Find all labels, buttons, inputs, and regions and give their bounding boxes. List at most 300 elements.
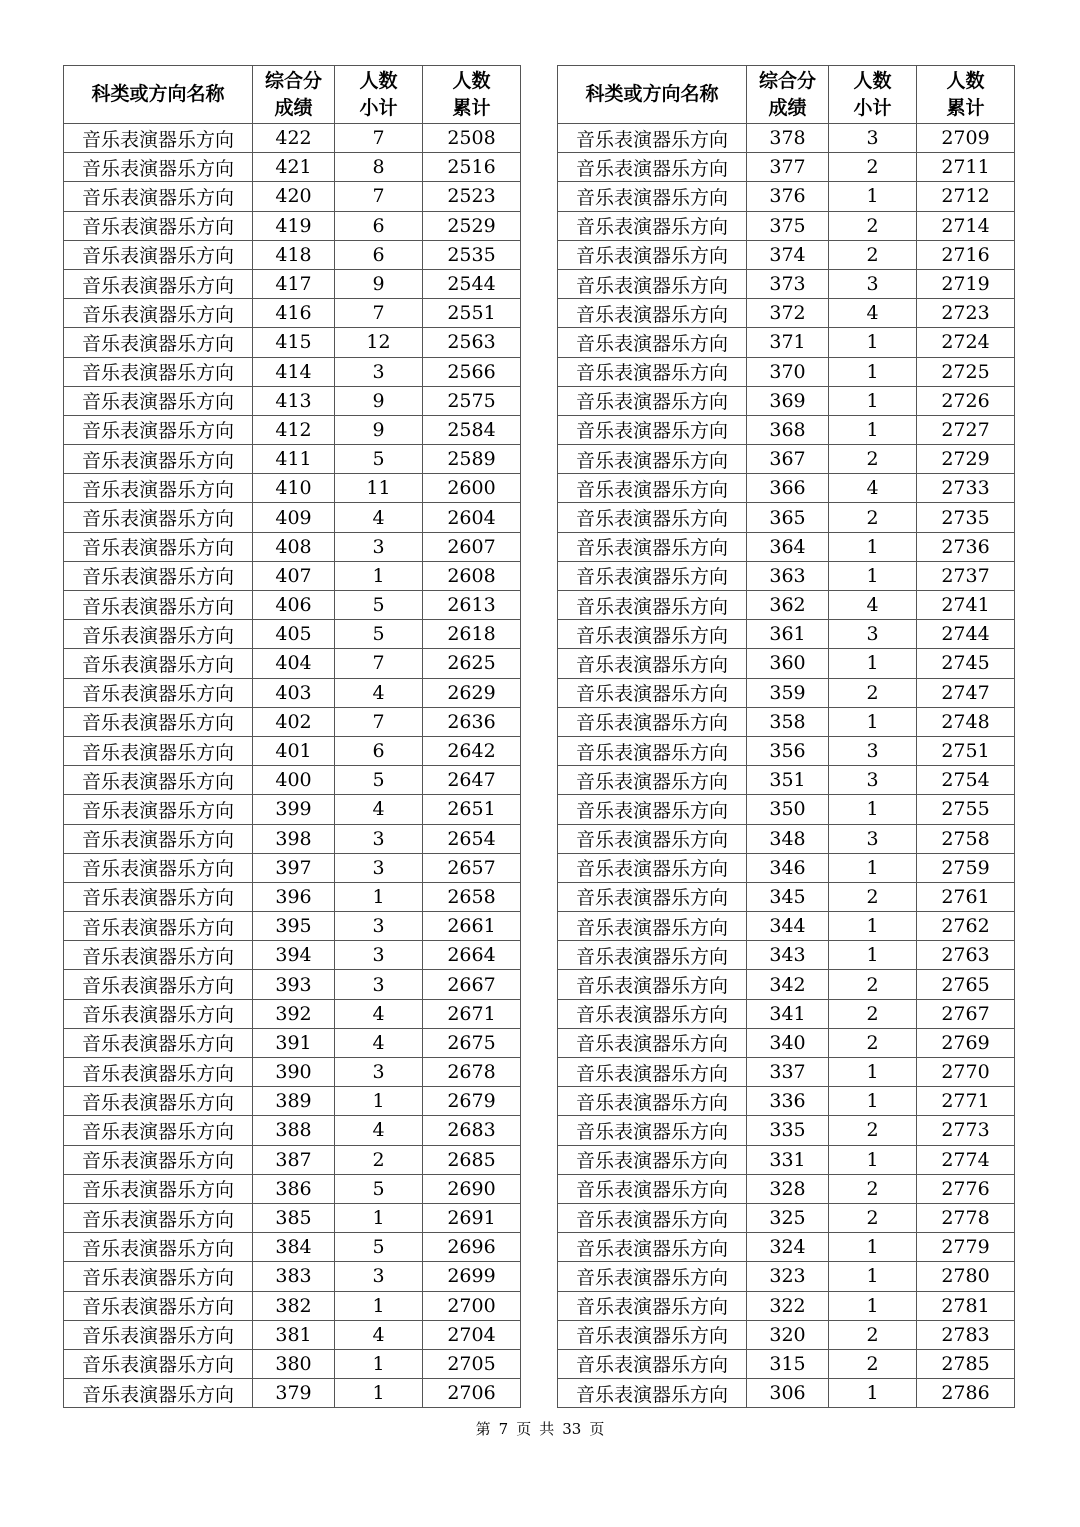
table-row xyxy=(558,1320,1015,1349)
cell-cumulative: 2729 xyxy=(917,445,1015,474)
cell-count: 1 xyxy=(829,1058,917,1087)
cell-count: 3 xyxy=(829,824,917,853)
table-row xyxy=(558,707,1015,736)
cell-category: 音乐表演器乐方向 xyxy=(64,269,253,298)
cell-category: 音乐表演器乐方向 xyxy=(558,678,747,707)
cell-score: 345 xyxy=(747,882,829,911)
cell-cumulative: 2690 xyxy=(423,1174,521,1203)
cell-category: 音乐表演器乐方向 xyxy=(558,1349,747,1378)
table-row xyxy=(64,678,521,707)
cell-count: 2 xyxy=(829,1028,917,1057)
table-row xyxy=(64,1087,521,1116)
table-row xyxy=(558,678,1015,707)
footer-page-number: 7 xyxy=(498,1420,509,1438)
table-row xyxy=(64,503,521,532)
cell-count: 8 xyxy=(335,153,423,182)
cell-cumulative: 2741 xyxy=(917,591,1015,620)
cell-count: 1 xyxy=(829,912,917,941)
cell-count: 3 xyxy=(335,912,423,941)
cell-count: 4 xyxy=(335,1116,423,1145)
cell-score: 359 xyxy=(747,678,829,707)
cell-category: 音乐表演器乐方向 xyxy=(558,269,747,298)
cell-category: 音乐表演器乐方向 xyxy=(64,1145,253,1174)
cell-category: 音乐表演器乐方向 xyxy=(558,153,747,182)
cell-score: 346 xyxy=(747,853,829,882)
cell-cumulative: 2759 xyxy=(917,853,1015,882)
cell-count: 1 xyxy=(829,357,917,386)
cell-cumulative: 2704 xyxy=(423,1320,521,1349)
cell-count: 6 xyxy=(335,240,423,269)
table-row xyxy=(64,1291,521,1320)
header-category: 科类或方向名称 xyxy=(558,66,747,124)
cell-count: 7 xyxy=(335,182,423,211)
cell-count: 9 xyxy=(335,269,423,298)
cell-category: 音乐表演器乐方向 xyxy=(64,415,253,444)
cell-count: 2 xyxy=(829,211,917,240)
cell-cumulative: 2727 xyxy=(917,415,1015,444)
cell-cumulative: 2761 xyxy=(917,882,1015,911)
table-row xyxy=(558,591,1015,620)
table-row xyxy=(64,1058,521,1087)
cell-cumulative: 2745 xyxy=(917,649,1015,678)
table-row xyxy=(558,124,1015,153)
cell-cumulative: 2651 xyxy=(423,795,521,824)
cell-category: 音乐表演器乐方向 xyxy=(558,124,747,153)
cell-count: 6 xyxy=(335,211,423,240)
cell-category: 音乐表演器乐方向 xyxy=(64,941,253,970)
cell-score: 394 xyxy=(253,941,335,970)
table-row xyxy=(558,1203,1015,1232)
table-row xyxy=(64,1174,521,1203)
table-row xyxy=(64,532,521,561)
cell-cumulative: 2613 xyxy=(423,591,521,620)
cell-cumulative: 2723 xyxy=(917,299,1015,328)
cell-score: 391 xyxy=(253,1028,335,1057)
cell-cumulative: 2711 xyxy=(917,153,1015,182)
cell-cumulative: 2667 xyxy=(423,970,521,999)
cell-count: 12 xyxy=(335,328,423,357)
table-row xyxy=(558,474,1015,503)
cell-count: 1 xyxy=(829,1233,917,1262)
cell-cumulative: 2725 xyxy=(917,357,1015,386)
cell-count: 3 xyxy=(829,620,917,649)
cell-cumulative: 2584 xyxy=(423,415,521,444)
cell-cumulative: 2781 xyxy=(917,1291,1015,1320)
cell-cumulative: 2629 xyxy=(423,678,521,707)
table-row xyxy=(64,1379,521,1408)
table-row xyxy=(64,386,521,415)
cell-category: 音乐表演器乐方向 xyxy=(64,240,253,269)
cell-category: 音乐表演器乐方向 xyxy=(558,211,747,240)
cell-count: 5 xyxy=(335,445,423,474)
cell-count: 2 xyxy=(829,1349,917,1378)
table-row xyxy=(558,649,1015,678)
cell-count: 2 xyxy=(829,1174,917,1203)
cell-score: 363 xyxy=(747,561,829,590)
cell-category: 音乐表演器乐方向 xyxy=(558,795,747,824)
page-footer xyxy=(0,1418,1080,1439)
table-row xyxy=(64,912,521,941)
cell-score: 419 xyxy=(253,211,335,240)
cell-score: 398 xyxy=(253,824,335,853)
cell-category: 音乐表演器乐方向 xyxy=(64,1233,253,1262)
cell-count: 3 xyxy=(335,1058,423,1087)
table-header-row xyxy=(64,66,521,124)
cell-count: 3 xyxy=(335,853,423,882)
cell-count: 2 xyxy=(829,1203,917,1232)
cell-category: 音乐表演器乐方向 xyxy=(64,1028,253,1057)
cell-category: 音乐表演器乐方向 xyxy=(558,561,747,590)
cell-count: 1 xyxy=(829,561,917,590)
table-row xyxy=(64,1233,521,1262)
cell-score: 400 xyxy=(253,766,335,795)
cell-category: 音乐表演器乐方向 xyxy=(64,503,253,532)
cell-category: 音乐表演器乐方向 xyxy=(558,1320,747,1349)
cell-score: 392 xyxy=(253,999,335,1028)
cell-score: 406 xyxy=(253,591,335,620)
cell-category: 音乐表演器乐方向 xyxy=(558,1116,747,1145)
cell-count: 7 xyxy=(335,299,423,328)
table-body-right xyxy=(558,124,1015,1408)
cell-category: 音乐表演器乐方向 xyxy=(64,211,253,240)
table-row xyxy=(558,1291,1015,1320)
table-row xyxy=(64,824,521,853)
cell-cumulative: 2705 xyxy=(423,1349,521,1378)
cell-cumulative: 2696 xyxy=(423,1233,521,1262)
cell-category: 音乐表演器乐方向 xyxy=(64,1116,253,1145)
table-row xyxy=(558,1349,1015,1378)
footer-page-prefix: 第 xyxy=(475,1420,491,1438)
cell-category: 音乐表演器乐方向 xyxy=(64,736,253,765)
cell-cumulative: 2709 xyxy=(917,124,1015,153)
cell-cumulative: 2758 xyxy=(917,824,1015,853)
cell-cumulative: 2551 xyxy=(423,299,521,328)
cell-score: 390 xyxy=(253,1058,335,1087)
table-row xyxy=(558,1116,1015,1145)
cell-score: 356 xyxy=(747,736,829,765)
cell-cumulative: 2604 xyxy=(423,503,521,532)
cell-cumulative: 2658 xyxy=(423,882,521,911)
cell-count: 2 xyxy=(829,445,917,474)
cell-score: 410 xyxy=(253,474,335,503)
cell-category: 音乐表演器乐方向 xyxy=(558,445,747,474)
table-row xyxy=(558,941,1015,970)
cell-cumulative: 2774 xyxy=(917,1145,1015,1174)
cell-score: 414 xyxy=(253,357,335,386)
cell-count: 4 xyxy=(829,299,917,328)
cell-score: 377 xyxy=(747,153,829,182)
cell-score: 383 xyxy=(253,1262,335,1291)
cell-count: 7 xyxy=(335,649,423,678)
table-row xyxy=(558,211,1015,240)
cell-cumulative: 2671 xyxy=(423,999,521,1028)
footer-total-pages: 33 xyxy=(562,1420,582,1438)
table-row xyxy=(558,1174,1015,1203)
cell-cumulative: 2733 xyxy=(917,474,1015,503)
cell-count: 1 xyxy=(335,561,423,590)
cell-category: 音乐表演器乐方向 xyxy=(558,999,747,1028)
cell-cumulative: 2516 xyxy=(423,153,521,182)
cell-score: 404 xyxy=(253,649,335,678)
cell-count: 9 xyxy=(335,415,423,444)
table-row xyxy=(558,357,1015,386)
cell-score: 401 xyxy=(253,736,335,765)
cell-score: 361 xyxy=(747,620,829,649)
cell-count: 3 xyxy=(335,970,423,999)
cell-count: 1 xyxy=(335,1379,423,1408)
cell-category: 音乐表演器乐方向 xyxy=(64,620,253,649)
cell-category: 音乐表演器乐方向 xyxy=(64,999,253,1028)
table-row xyxy=(64,882,521,911)
cell-cumulative: 2654 xyxy=(423,824,521,853)
table-row xyxy=(64,1349,521,1378)
cell-score: 403 xyxy=(253,678,335,707)
cell-score: 370 xyxy=(747,357,829,386)
cell-score: 364 xyxy=(747,532,829,561)
cell-category: 音乐表演器乐方向 xyxy=(558,1174,747,1203)
cell-category: 音乐表演器乐方向 xyxy=(64,1291,253,1320)
cell-cumulative: 2589 xyxy=(423,445,521,474)
table-row xyxy=(558,620,1015,649)
cell-score: 407 xyxy=(253,561,335,590)
table-row xyxy=(558,503,1015,532)
table-row xyxy=(558,532,1015,561)
cell-score: 331 xyxy=(747,1145,829,1174)
table-row xyxy=(64,620,521,649)
cell-score: 360 xyxy=(747,649,829,678)
table-row xyxy=(558,269,1015,298)
cell-cumulative: 2767 xyxy=(917,999,1015,1028)
cell-cumulative: 2747 xyxy=(917,678,1015,707)
cell-count: 1 xyxy=(829,649,917,678)
cell-cumulative: 2535 xyxy=(423,240,521,269)
cell-cumulative: 2714 xyxy=(917,211,1015,240)
cell-cumulative: 2762 xyxy=(917,912,1015,941)
cell-category: 音乐表演器乐方向 xyxy=(558,970,747,999)
cell-score: 358 xyxy=(747,707,829,736)
cell-cumulative: 2763 xyxy=(917,941,1015,970)
cell-category: 音乐表演器乐方向 xyxy=(64,445,253,474)
cell-score: 378 xyxy=(747,124,829,153)
cell-score: 384 xyxy=(253,1233,335,1262)
cell-category: 音乐表演器乐方向 xyxy=(558,386,747,415)
cell-count: 1 xyxy=(335,1087,423,1116)
cell-cumulative: 2691 xyxy=(423,1203,521,1232)
table-row xyxy=(64,999,521,1028)
cell-score: 374 xyxy=(747,240,829,269)
cell-count: 3 xyxy=(335,824,423,853)
cell-score: 369 xyxy=(747,386,829,415)
cell-score: 371 xyxy=(747,328,829,357)
cell-count: 4 xyxy=(335,795,423,824)
cell-score: 375 xyxy=(747,211,829,240)
table-row xyxy=(64,853,521,882)
cell-count: 1 xyxy=(335,882,423,911)
cell-category: 音乐表演器乐方向 xyxy=(558,1291,747,1320)
table-row xyxy=(64,182,521,211)
cell-count: 1 xyxy=(829,1145,917,1174)
cell-category: 音乐表演器乐方向 xyxy=(64,795,253,824)
cell-category: 音乐表演器乐方向 xyxy=(64,357,253,386)
score-table-left xyxy=(63,65,521,1408)
cell-score: 402 xyxy=(253,707,335,736)
cell-score: 412 xyxy=(253,415,335,444)
cell-cumulative: 2625 xyxy=(423,649,521,678)
cell-category: 音乐表演器乐方向 xyxy=(64,824,253,853)
cell-category: 音乐表演器乐方向 xyxy=(64,882,253,911)
cell-cumulative: 2769 xyxy=(917,1028,1015,1057)
table-header-row xyxy=(558,66,1015,124)
cell-count: 1 xyxy=(829,795,917,824)
cell-count: 3 xyxy=(335,1262,423,1291)
cell-count: 5 xyxy=(335,1233,423,1262)
cell-cumulative: 2726 xyxy=(917,386,1015,415)
cell-score: 341 xyxy=(747,999,829,1028)
cell-count: 2 xyxy=(829,882,917,911)
cell-category: 音乐表演器乐方向 xyxy=(64,474,253,503)
cell-count: 5 xyxy=(335,620,423,649)
cell-category: 音乐表演器乐方向 xyxy=(64,1203,253,1232)
cell-score: 409 xyxy=(253,503,335,532)
cell-count: 1 xyxy=(829,415,917,444)
cell-cumulative: 2566 xyxy=(423,357,521,386)
cell-count: 1 xyxy=(829,386,917,415)
cell-category: 音乐表演器乐方向 xyxy=(558,649,747,678)
cell-score: 420 xyxy=(253,182,335,211)
table-row xyxy=(64,736,521,765)
table-row xyxy=(558,182,1015,211)
cell-count: 1 xyxy=(829,1291,917,1320)
table-row xyxy=(558,795,1015,824)
cell-category: 音乐表演器乐方向 xyxy=(64,591,253,620)
footer-total-prefix: 共 xyxy=(539,1420,555,1438)
cell-score: 418 xyxy=(253,240,335,269)
cell-cumulative: 2523 xyxy=(423,182,521,211)
cell-score: 335 xyxy=(747,1116,829,1145)
cell-cumulative: 2608 xyxy=(423,561,521,590)
cell-count: 3 xyxy=(335,532,423,561)
cell-score: 421 xyxy=(253,153,335,182)
table-row xyxy=(558,999,1015,1028)
table-row xyxy=(64,649,521,678)
cell-score: 367 xyxy=(747,445,829,474)
table-row xyxy=(558,736,1015,765)
table-row xyxy=(558,1379,1015,1408)
cell-cumulative: 2755 xyxy=(917,795,1015,824)
cell-cumulative: 2779 xyxy=(917,1233,1015,1262)
cell-category: 音乐表演器乐方向 xyxy=(64,853,253,882)
cell-score: 397 xyxy=(253,853,335,882)
cell-score: 381 xyxy=(253,1320,335,1349)
cell-category: 音乐表演器乐方向 xyxy=(558,299,747,328)
table-row xyxy=(64,474,521,503)
cell-count: 3 xyxy=(829,766,917,795)
cell-category: 音乐表演器乐方向 xyxy=(64,532,253,561)
cell-cumulative: 2773 xyxy=(917,1116,1015,1145)
table-row xyxy=(558,386,1015,415)
header-score: 综合分 成绩 xyxy=(253,66,335,124)
cell-score: 385 xyxy=(253,1203,335,1232)
cell-count: 2 xyxy=(829,153,917,182)
cell-cumulative: 2600 xyxy=(423,474,521,503)
table-row xyxy=(64,1028,521,1057)
cell-cumulative: 2785 xyxy=(917,1349,1015,1378)
cell-count: 2 xyxy=(829,970,917,999)
cell-count: 3 xyxy=(335,357,423,386)
cell-cumulative: 2735 xyxy=(917,503,1015,532)
table-row xyxy=(558,1145,1015,1174)
cell-count: 1 xyxy=(829,1379,917,1408)
table-row xyxy=(558,1262,1015,1291)
cell-score: 395 xyxy=(253,912,335,941)
cell-cumulative: 2529 xyxy=(423,211,521,240)
cell-score: 362 xyxy=(747,591,829,620)
cell-count: 11 xyxy=(335,474,423,503)
table-row xyxy=(558,766,1015,795)
cell-cumulative: 2778 xyxy=(917,1203,1015,1232)
cell-cumulative: 2657 xyxy=(423,853,521,882)
cell-category: 音乐表演器乐方向 xyxy=(558,1087,747,1116)
cell-count: 1 xyxy=(829,707,917,736)
cell-score: 366 xyxy=(747,474,829,503)
cell-category: 音乐表演器乐方向 xyxy=(64,328,253,357)
cell-category: 音乐表演器乐方向 xyxy=(558,912,747,941)
cell-score: 343 xyxy=(747,941,829,970)
cell-category: 音乐表演器乐方向 xyxy=(558,240,747,269)
cell-cumulative: 2700 xyxy=(423,1291,521,1320)
cell-score: 399 xyxy=(253,795,335,824)
cell-score: 344 xyxy=(747,912,829,941)
table-row xyxy=(558,853,1015,882)
cell-category: 音乐表演器乐方向 xyxy=(558,1145,747,1174)
cell-category: 音乐表演器乐方向 xyxy=(558,415,747,444)
table-row xyxy=(558,328,1015,357)
cell-count: 1 xyxy=(335,1349,423,1378)
table-row xyxy=(558,240,1015,269)
cell-score: 328 xyxy=(747,1174,829,1203)
cell-score: 389 xyxy=(253,1087,335,1116)
cell-score: 322 xyxy=(747,1291,829,1320)
cell-category: 音乐表演器乐方向 xyxy=(558,328,747,357)
table-row xyxy=(558,824,1015,853)
cell-score: 337 xyxy=(747,1058,829,1087)
cell-count: 4 xyxy=(829,474,917,503)
cell-score: 415 xyxy=(253,328,335,357)
cell-score: 350 xyxy=(747,795,829,824)
cell-score: 336 xyxy=(747,1087,829,1116)
cell-category: 音乐表演器乐方向 xyxy=(64,1320,253,1349)
cell-count: 1 xyxy=(829,1087,917,1116)
cell-category: 音乐表演器乐方向 xyxy=(64,561,253,590)
cell-count: 3 xyxy=(829,124,917,153)
cell-score: 416 xyxy=(253,299,335,328)
cell-count: 2 xyxy=(829,678,917,707)
cell-score: 365 xyxy=(747,503,829,532)
cell-count: 5 xyxy=(335,1174,423,1203)
table-row xyxy=(558,1233,1015,1262)
cell-score: 320 xyxy=(747,1320,829,1349)
cell-cumulative: 2780 xyxy=(917,1262,1015,1291)
cell-count: 5 xyxy=(335,766,423,795)
cell-score: 306 xyxy=(747,1379,829,1408)
cell-score: 372 xyxy=(747,299,829,328)
cell-score: 393 xyxy=(253,970,335,999)
cell-score: 413 xyxy=(253,386,335,415)
table-row xyxy=(558,415,1015,444)
cell-score: 348 xyxy=(747,824,829,853)
cell-cumulative: 2770 xyxy=(917,1058,1015,1087)
cell-category: 音乐表演器乐方向 xyxy=(64,1087,253,1116)
